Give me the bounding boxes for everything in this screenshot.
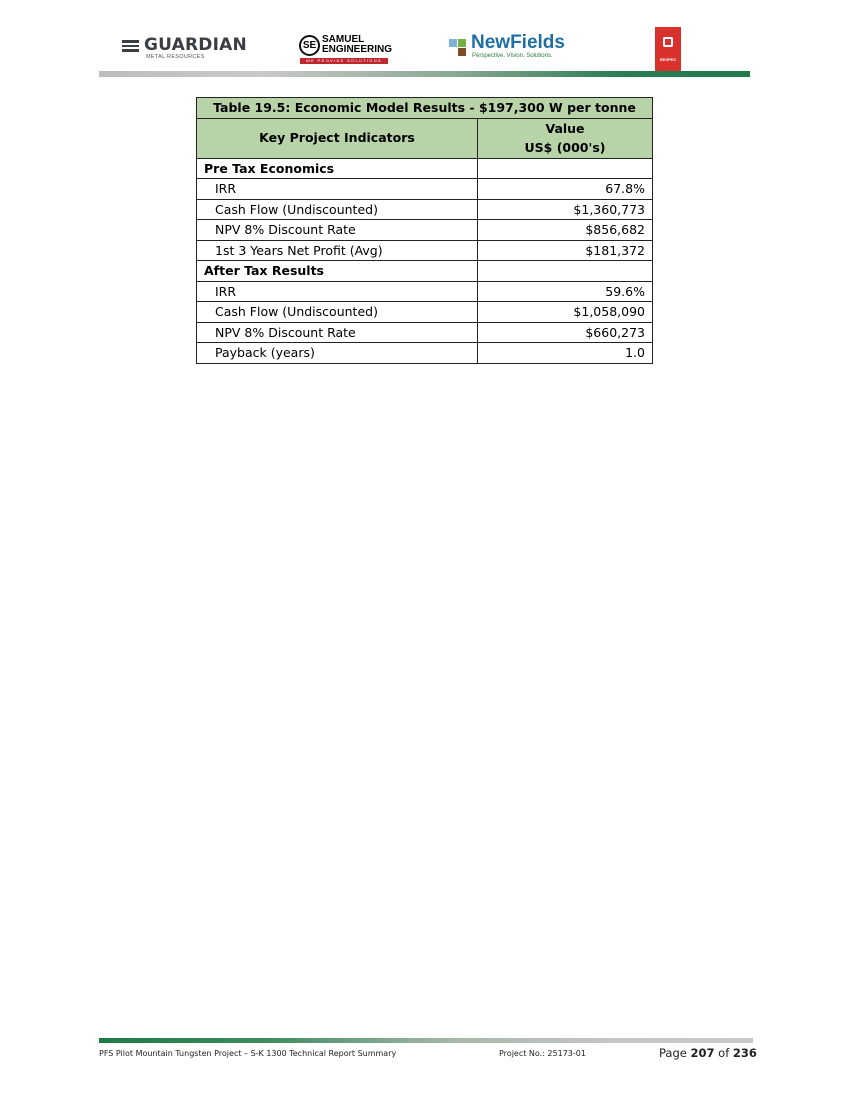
footer-page-number	[659, 1046, 757, 1060]
samuel-logo-line1: SAMUEL	[322, 34, 365, 45]
footer-report-title: PFS Pilot Mountain Tungsten Project – S-K 1300 Technical Report Summary	[99, 1049, 397, 1058]
table-header-row	[197, 118, 653, 158]
table-row	[197, 343, 653, 364]
table-row	[197, 199, 653, 220]
section-label: After Tax Results	[197, 261, 478, 282]
newfields-square-icon	[449, 39, 457, 47]
row-value: 67.8%	[478, 179, 653, 200]
table-row	[197, 220, 653, 241]
row-label: Cash Flow (Undiscounted)	[197, 302, 478, 323]
newfields-logo-tagline: Perspective. Vision. Solutions.	[472, 53, 553, 59]
page-header	[0, 0, 849, 80]
newfields-square-icon	[458, 39, 466, 47]
respec-mark-icon	[663, 37, 673, 47]
footer-project-number: Project No.: 25173-01	[499, 1049, 586, 1058]
respec-logo-text: RESPEC	[659, 57, 677, 62]
guardian-logo-text: GUARDIAN	[144, 35, 247, 55]
samuel-logo-line2: ENGINEERING	[322, 44, 393, 55]
page-total: 236	[732, 1046, 757, 1060]
row-value: $856,682	[478, 220, 653, 241]
table-row	[197, 302, 653, 323]
guardian-logo-subtext: METAL RESOURCES	[146, 54, 205, 60]
section-row	[197, 261, 653, 282]
respec-logo	[655, 27, 681, 72]
newfields-logo-text: NewFields	[471, 32, 565, 53]
row-value: $181,372	[478, 240, 653, 261]
table-row	[197, 240, 653, 261]
column-header-value	[478, 118, 653, 158]
row-value: 1.0	[478, 343, 653, 364]
row-value: $1,360,773	[478, 199, 653, 220]
table-row	[197, 281, 653, 302]
column-header-value-line1: Value	[545, 120, 585, 136]
row-value: 59.6%	[478, 281, 653, 302]
page-of: of	[718, 1046, 730, 1060]
row-label: NPV 8% Discount Rate	[197, 322, 478, 343]
row-label: Cash Flow (Undiscounted)	[197, 199, 478, 220]
table-row	[197, 322, 653, 343]
column-header-value-line2: US$ (000's)	[524, 140, 606, 155]
section-row	[197, 158, 653, 179]
newfields-square-icon	[458, 48, 466, 56]
table-title: Table 19.5: Economic Model Results - $197,300 W per tonne	[197, 98, 653, 119]
page-prefix: Page	[659, 1046, 687, 1060]
section-value-empty	[478, 158, 653, 179]
row-value: $1,058,090	[478, 302, 653, 323]
table-title-row	[197, 98, 653, 119]
row-label: IRR	[197, 281, 478, 302]
column-header-indicators: Key Project Indicators	[197, 118, 478, 158]
samuel-se-mark: SE	[299, 35, 320, 56]
row-value: $660,273	[478, 322, 653, 343]
row-label: 1st 3 Years Net Profit (Avg)	[197, 240, 478, 261]
footer-rule	[99, 1038, 753, 1043]
row-label: IRR	[197, 179, 478, 200]
row-label: NPV 8% Discount Rate	[197, 220, 478, 241]
guardian-lines-icon	[122, 40, 139, 52]
row-label: Payback (years)	[197, 343, 478, 364]
economic-results-table	[196, 97, 653, 364]
samuel-logo-tagline: WE PROVIDE SOLUTIONS	[300, 58, 388, 64]
section-value-empty	[478, 261, 653, 282]
page-current: 207	[690, 1046, 715, 1060]
header-rule	[99, 71, 750, 77]
table-row	[197, 179, 653, 200]
section-label: Pre Tax Economics	[197, 158, 478, 179]
